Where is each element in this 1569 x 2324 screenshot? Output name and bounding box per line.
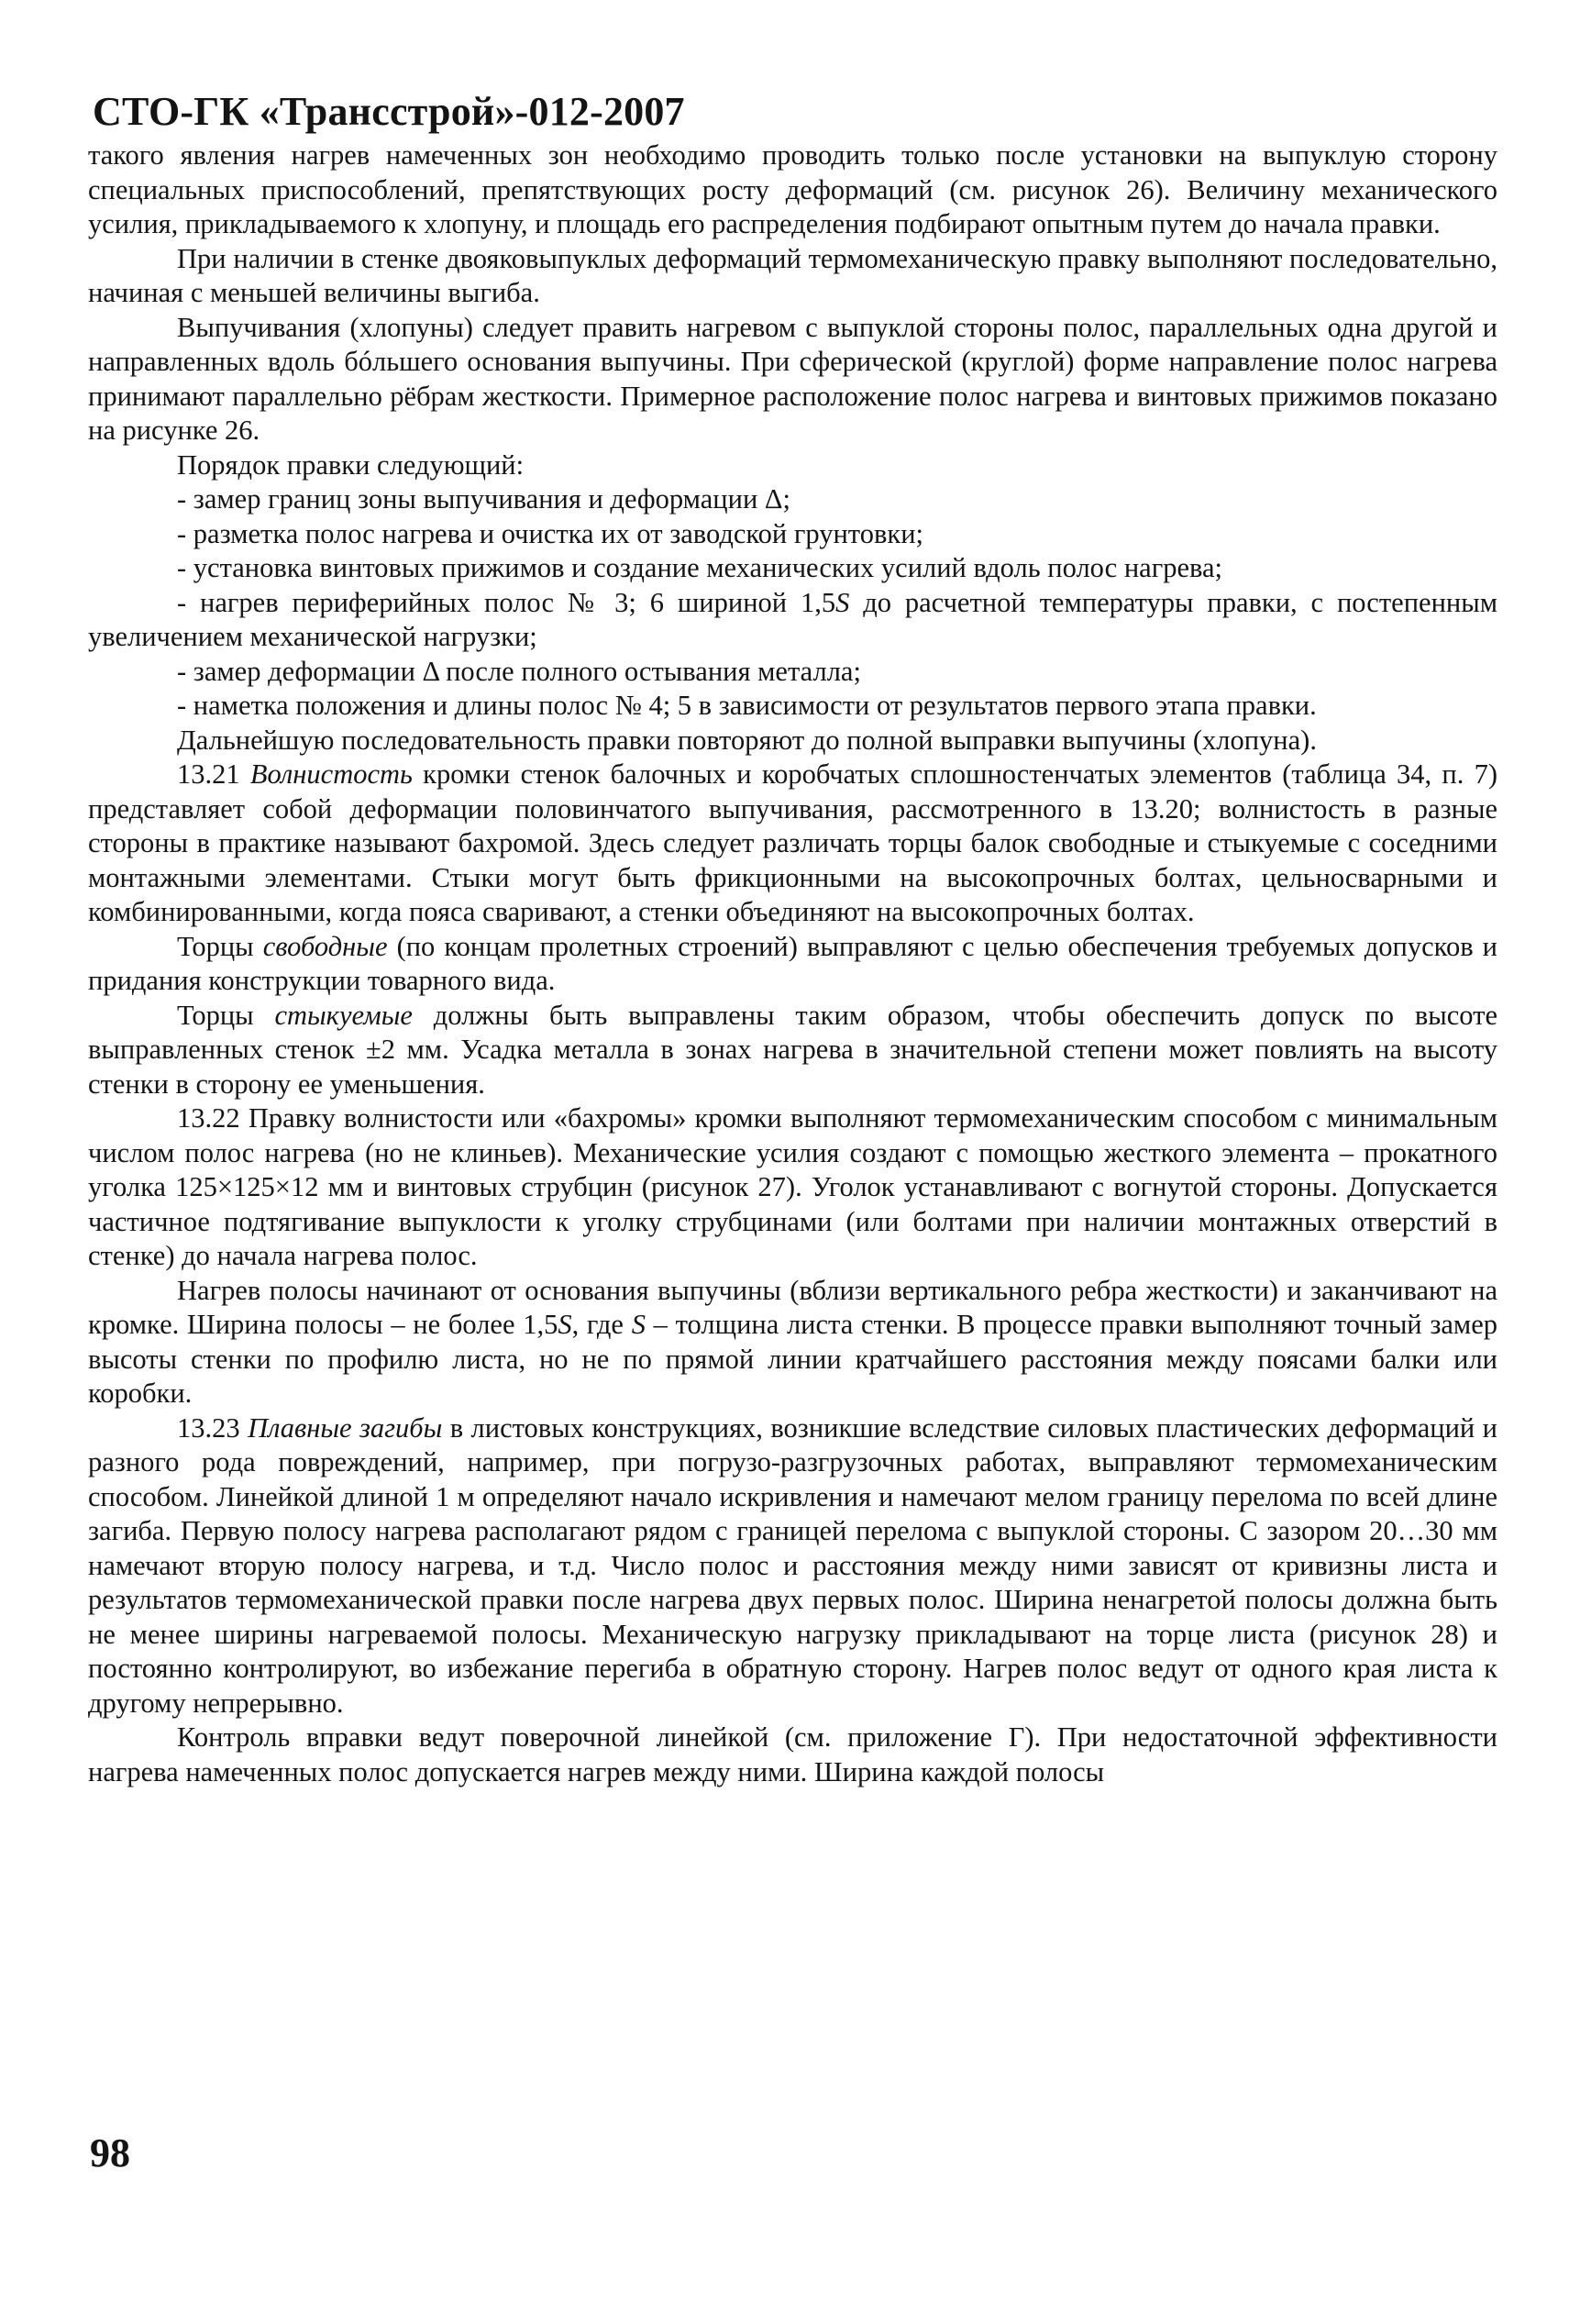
- paragraph: [88, 242, 1497, 311]
- text-run: Порядок правки следующий:: [177, 448, 525, 481]
- paragraph: [88, 930, 1497, 999]
- italic-text: S: [558, 1309, 572, 1340]
- text-run: такого явления нагрев намеченных зон необходимо проводить только после установки на выпуклую сторону специальных приспособлений, препятствующих росту деформаций (см. рисунок 26). Величину механического усилия, прикладываемого к хлопуну, и площадь его распределения подбирают опытным путем до начала правки.: [88, 139, 1497, 239]
- text-run: (по концам пролетных строений) выправляют с целью обеспечения требуемых допусков и придания конструкции товарного вида.: [88, 930, 1497, 996]
- paragraph: [88, 448, 1497, 483]
- list-item: [88, 689, 1497, 724]
- paragraph: [88, 138, 1497, 242]
- text-run: , где: [571, 1309, 632, 1340]
- italic-text: стыкуемые: [274, 999, 413, 1031]
- text-run: в листовых конструкциях, возникшие вследствие силовых пластических деформаций и разного рода повреждений, например, при погрузо-разгрузочных работах, выправляют термомеханическим способом. Линейкой длиной 1 м определяют начало искривления и намечают мелом границу перелома по всей длине загиба. Первую полосу нагрева располагают рядом с границей перелома с выпуклой стороны. С зазором 20…30 мм намечают вторую полосу нагрева, и т.д. Число полос и расстояния между ними зависят от кривизны листа и результатов термомеханической правки после нагрева двух первых полос. Ширина ненагретой полосы должна быть не менее ширины нагреваемой полосы. Механическую нагрузку прикладывают на торце листа (рисунок 28) и постоянно контролируют, во избежание перегиба в обратную сторону. Нагрев полос ведут от одного края листа к другому непрерывно.: [88, 1411, 1498, 1719]
- text-run: 13.21: [177, 758, 250, 790]
- list-item: [88, 517, 1497, 552]
- paragraph: [88, 1101, 1497, 1274]
- text-run: Торцы: [177, 999, 275, 1031]
- paragraph: [88, 999, 1497, 1102]
- text-run: 13.23: [177, 1411, 249, 1444]
- text-run: Нагрев полосы начинают от основания выпучины (вблизи вертикального ребра жесткости) и заканчивают на кромке. Ширина полосы – не более 1,5: [88, 1274, 1497, 1340]
- paragraph: [88, 724, 1497, 758]
- document-body: [88, 138, 1497, 1789]
- text-run: - нагрев периферийных полос № 3; 6 шириной 1,5: [177, 586, 836, 618]
- list-item: [88, 655, 1497, 690]
- text-run: - разметка полос нагрева и очистка их от заводской грунтовки;: [177, 517, 923, 549]
- text-run: - наметка положения и длины полос № 4; 5 в зависимости от результатов первого этапа правки.: [177, 690, 1317, 721]
- text-run: кромки стенок балочных и коробчатых сплошностенчатых элементов (таблица 34, п. 7) представляет собой деформации половинчатого выпучивания, рассмотренного в 13.20; волнистость в разные стороны в практике называют бахромой. Здесь следует различать торцы балок свободные и стыкуемые с соседними монтажными элементами. Стыки могут быть фрикционными на высокопрочных болтах, цельносварными и комбинированными, когда пояса сваривают, а стенки объединяют на высокопрочных болтах.: [88, 758, 1497, 927]
- text-run: Торцы: [177, 930, 263, 962]
- text-run: Выпучивания (хлопуны) следует править нагревом с выпуклой стороны полос, параллельных одна другой и направленных вдоль бóльшего основания выпучины. При сферической (круглой) форме направление полос нагрева принимают параллельно рёбрам жесткости. Примерное расположение полос нагрева и винтовых прижимов показано на рисунке 26.: [88, 311, 1497, 446]
- text-run: Дальнейшую последовательность правки повторяют до полной выправки выпучины (хлопуна).: [177, 724, 1317, 756]
- text-run: должны быть выправлены таким образом, чтобы обеспечить допуск по высоте выправленных стенок ±2 мм. Усадка металла в зонах нагрева в значительной степени может повлиять на высоту стенки в сторону ее уменьшения.: [88, 999, 1497, 1100]
- paragraph: [88, 311, 1497, 448]
- text-run: до расчетной температуры правки, с постепенным увеличением механической нагрузки;: [88, 586, 1498, 652]
- text-run: 13.22 Правку волнистости или «бахромы» кромки выполняют термомеханическим способом с минимальным числом полос нагрева (но не клиньев). Механические усилия создают с помощью жесткого элемента – прокатного уголка 125×125×12 мм и винтовых струбцин (рисунок 27). Уголок устанавливают с вогнутой стороны. Допускается частичное подтягивание выпуклости к уголку струбцинами (или болтами при наличии монтажных отверстий в стенке) до начала нагрева полос.: [88, 1102, 1497, 1271]
- italic-text: S: [631, 1309, 646, 1340]
- list-item: [88, 482, 1497, 517]
- paragraph: [88, 1274, 1497, 1411]
- paragraph: [88, 758, 1497, 930]
- document-header: СТО-ГК «Трансстрой»-012-2007: [93, 89, 685, 134]
- list-item: [88, 586, 1497, 655]
- text-run: - замер деформации Δ после полного остывания металла;: [177, 655, 861, 687]
- text-run: При наличии в стенке двояковыпуклых деформаций термомеханическую правку выполняют последовательно, начиная с меньшей величины выгиба.: [88, 242, 1497, 308]
- italic-text: Волнистость: [249, 758, 413, 790]
- text-run: – толщина листа стенки. В процессе правки выполняют точный замер высоты стенки по профилю листа, но не по прямой линии кратчайшего расстояния между поясами балки или коробки.: [88, 1309, 1498, 1409]
- list-item: [88, 551, 1497, 586]
- paragraph: [88, 1721, 1497, 1789]
- text-run: - установка винтовых прижимов и создание механических усилий вдоль полос нагрева;: [177, 552, 1222, 583]
- italic-text: S: [835, 586, 850, 618]
- text-run: Контроль вправки ведут поверочной линейкой (см. приложение Г). При недостаточной эффективности нагрева намеченных полос допускается нагрев между ними. Ширина каждой полосы: [88, 1721, 1497, 1787]
- italic-text: Плавные загибы: [248, 1411, 443, 1444]
- paragraph: [88, 1411, 1497, 1721]
- text-run: - замер границ зоны выпучивания и деформации Δ;: [177, 483, 790, 515]
- page-number: 98: [90, 2130, 130, 2175]
- italic-text: свободные: [262, 930, 388, 962]
